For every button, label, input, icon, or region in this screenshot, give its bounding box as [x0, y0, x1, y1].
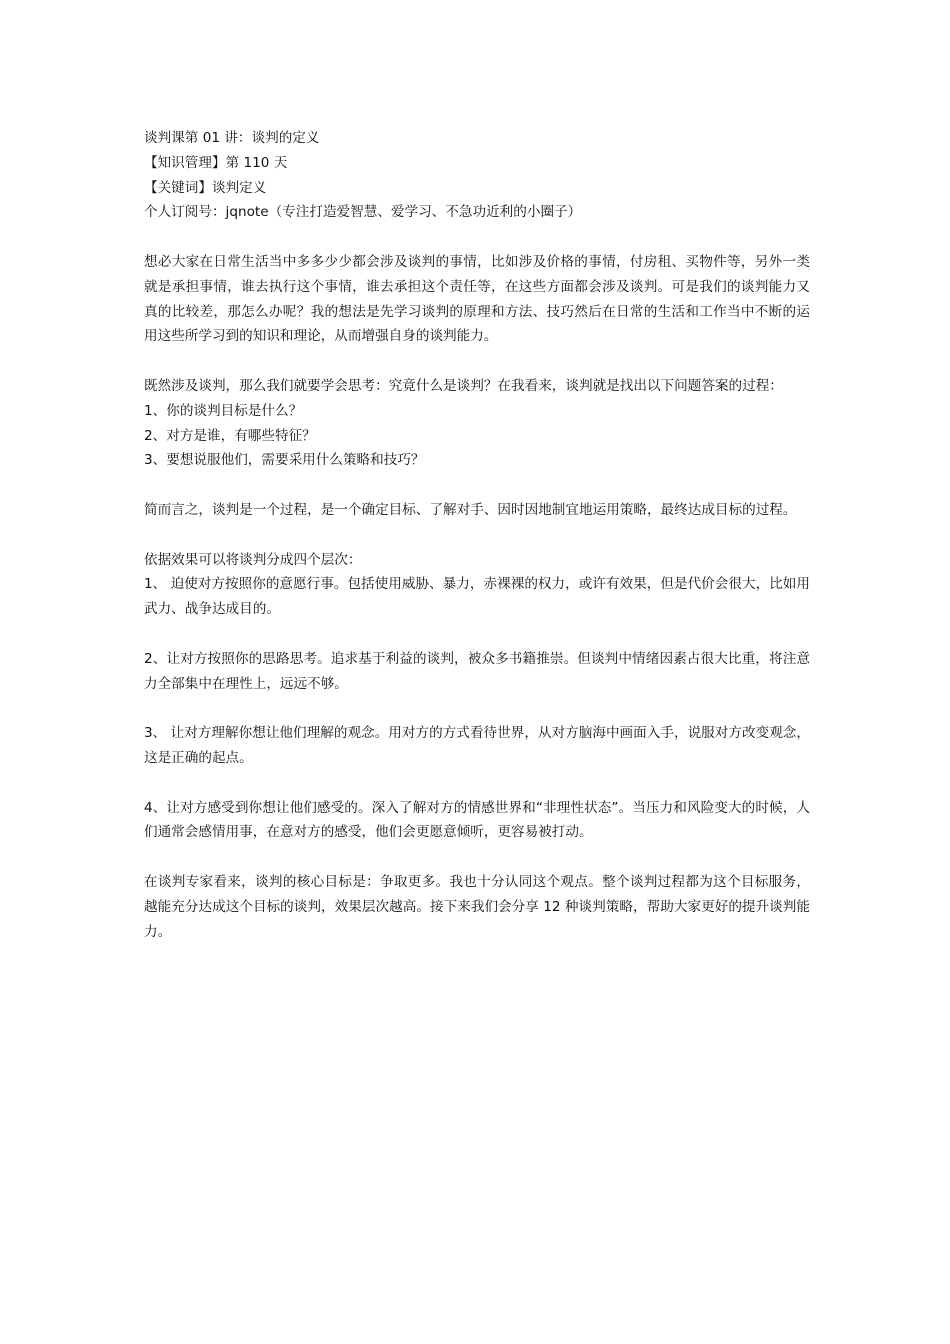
intro-paragraph: 想必大家在日常生活当中多多少少都会涉及谈判的事情，比如涉及价格的事情，付房租、买物件等，另外一类就是承担事情，谁去执行这个事情，谁去承担这个责任等，在这些方面都会涉及谈判。可是我们的谈判能力又真的比较差，那怎么办呢？我的想法是先学习谈判的原理和方法、技巧然后在日常的生活和工作当中不断的运用这些所学习到的知识和理论，从而增强自身的谈判能力。	[144, 253, 810, 345]
document-page	[144, 126, 810, 944]
spacer	[144, 523, 810, 548]
levels-intro: 依据效果可以将谈判分成四个层次：	[144, 551, 362, 568]
spacer	[144, 622, 810, 647]
question-item: 3、要想说服他们，需要采用什么策略和技巧？	[144, 452, 425, 469]
level-2-paragraph: 2、让对方按照你的思路思考。追求基于利益的谈判，被众多书籍推崇。但谈判中情绪因素占很大比重，将注意力全部集中在理性上，远远不够。	[144, 650, 810, 692]
knowledge-management-day: 【知识管理】第 110 天	[144, 154, 288, 171]
spacer	[144, 349, 810, 374]
summary-paragraph: 简而言之，谈判是一个过程，是一个确定目标、了解对手、因时因地制宜地运用策略，最终达成目标的过程。	[144, 501, 797, 518]
spacer	[144, 696, 810, 721]
question-intro: 既然涉及谈判，那么我们就要学会思考：究竟什么是谈判？在我看来，谈判就是找出以下问题答案的过程：	[144, 377, 783, 394]
subscription-line: 个人订阅号：jqnote（专注打造爱智慧、爱学习、不急功近利的小圈子）	[144, 204, 582, 221]
lesson-title: 谈判课第 01 讲：谈判的定义	[144, 130, 320, 146]
spacer	[144, 845, 810, 870]
question-item: 1、你的谈判目标是什么？	[144, 402, 303, 419]
level-3-paragraph: 3、 让对方理解你想让他们理解的观念。用对方的方式看待世界，从对方脑海中画面入手，说服对方改变观念，这是正确的起点。	[144, 725, 810, 766]
keywords-line: 【关键词】谈判定义	[144, 179, 267, 196]
spacer	[144, 771, 810, 796]
level-4-paragraph: 4、让对方感受到你想让他们感受的。深入了解对方的情感世界和“非理性状态”。当压力和风险变大的时候，人们通常会感情用事，在意对方的感受，他们会更愿意倾听，更容易被打动。	[144, 799, 810, 841]
spacer	[144, 225, 810, 250]
level-1-paragraph: 1、 迫使对方按照你的意愿行事。包括使用威胁、暴力，赤裸裸的权力，或许有效果，但是代价会很大，比如用武力、战争达成目的。	[144, 576, 810, 618]
conclusion-paragraph: 在谈判专家看来，谈判的核心目标是：争取更多。我也十分认同这个观点。整个谈判过程都为这个目标服务，越能充分达成这个目标的谈判，效果层次越高。接下来我们会分享 12 种谈判策略，帮助大家更好的提升谈判能力。	[144, 873, 810, 940]
question-item: 2、对方是谁，有哪些特征？	[144, 427, 316, 444]
spacer	[144, 473, 810, 498]
